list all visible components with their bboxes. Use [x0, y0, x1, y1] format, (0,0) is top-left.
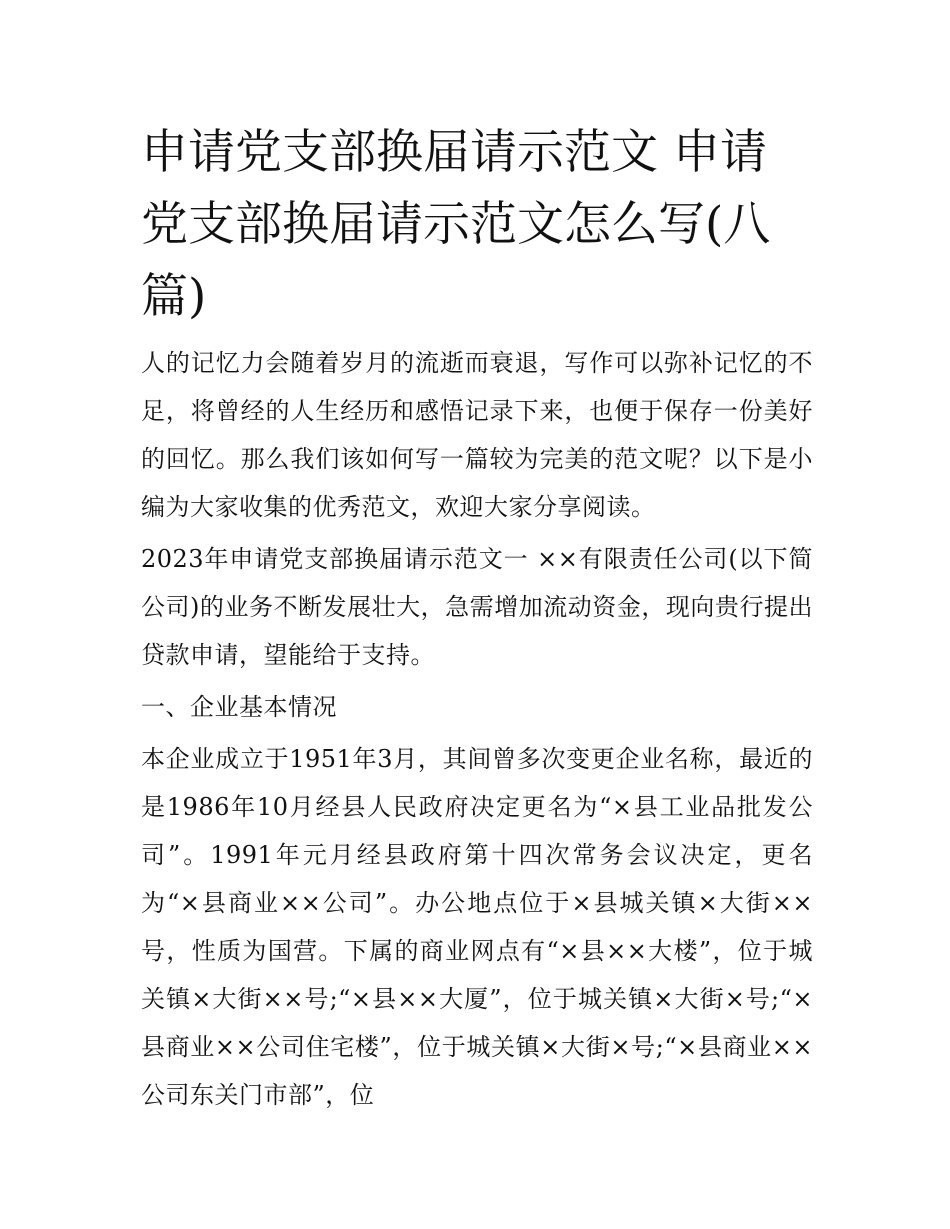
document-page — [141, 117, 813, 1123]
document-title: 申请党支部换届请示范文 申请党支部换届请示范文怎么写(八篇) — [141, 125, 771, 324]
intro-paragraph: 人的记忆力会随着岁月的流逝而衰退，写作可以弥补记忆的不足，将曾经的人生经历和感悟记录下来，也便于保存一份美好的回忆。那么我们该如何写一篇较为完美的范文呢？以下是小编为大家收集的优秀范文，欢迎大家分享阅读。 — [141, 349, 813, 521]
sample-one-paragraph: 2023年申请党支部换届请示范文一 ××有限责任公司(以下简公司)的业务不断发展壮大，急需增加流动资金，现向贵行提出贷款申请，望能给于支持。 — [141, 545, 813, 669]
company-history-paragraph: 本企业成立于1951年3月，其间曾多次变更企业名称，最近的是1986年10月经县人民政府决定更名为“×县工业品批发公司”。1991年元月经县政府第十四次常务会议决定，更名为“×县商业××公司”。办公地点位于×县城关镇×大街××号，性质为国营。下属的商业网点有“×县××大楼”，位于城关镇×大街××号;“×县××大厦”，位于城关镇×大街×号;“×县商业××公司住宅楼”，位于城关镇×大街×号;“×县商业××公司东关门市部”，位 — [141, 745, 813, 1109]
section-heading-basic-info: 一、企业基本情况 — [141, 693, 337, 721]
